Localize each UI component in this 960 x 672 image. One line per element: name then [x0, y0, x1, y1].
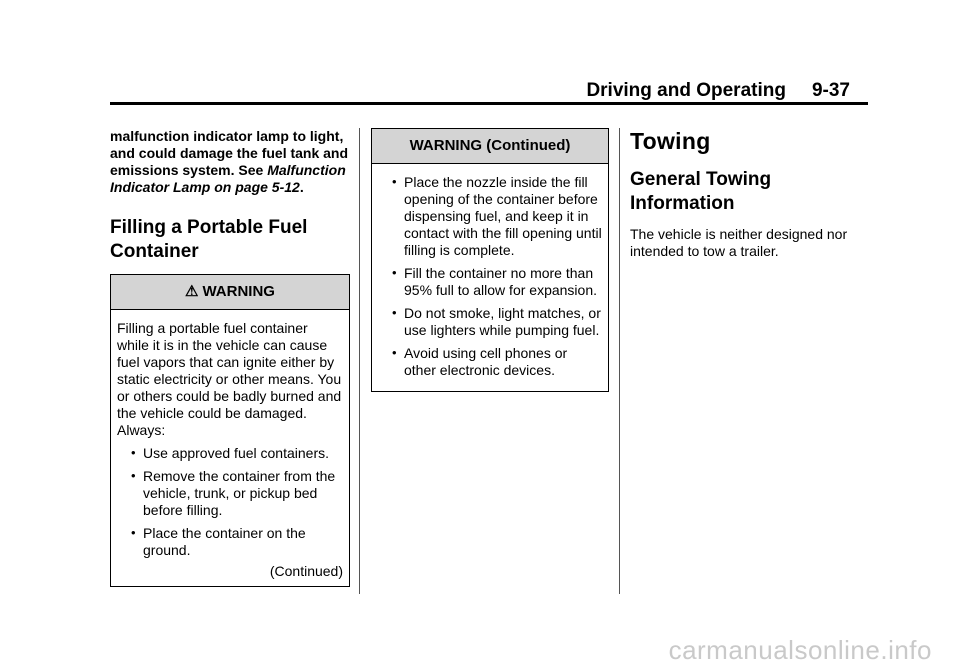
column-3 [630, 128, 870, 260]
bullet-icon: • [392, 305, 397, 320]
column-divider-1 [359, 128, 360, 594]
warning-list [117, 445, 343, 559]
warning-body [111, 310, 349, 586]
bullet-icon: • [131, 445, 136, 460]
towing-paragraph: The vehicle is neither designed nor intended to tow a trailer. [630, 226, 848, 259]
warning-intro: Filling a portable fuel container while it is in the vehicle can cause fuel vapors that can ignite either by static electricity or other means. You or others could be badly burned and the vehicle could be damaged. Always: [117, 320, 342, 438]
warning-icon: ⚠ [185, 283, 199, 300]
section-title: Driving and Operating [586, 80, 786, 101]
continued-label: (Continued) [269, 563, 343, 579]
warning-continued-header: WARNING (Continued) [372, 129, 608, 164]
page-number: 9-37 [811, 80, 850, 101]
warning-title: WARNING [202, 283, 275, 300]
list-item: • Remove the container from the vehicle, trunk, or pickup bed before filling. [131, 468, 336, 518]
bullet-icon: • [392, 345, 397, 360]
malfunction-indicator-lamp-link[interactable]: Malfunction Indicator Lamp on page 5-12 [110, 162, 346, 195]
warning-header [111, 275, 349, 310]
bullet-icon: • [392, 174, 397, 189]
list-item: • Place the nozzle inside the fill opening of the container before dispensing fuel, and keep it in contact with the fill opening until filling is complete. [392, 174, 602, 258]
chapter-heading-towing: Towing [630, 128, 711, 154]
bullet-icon: • [392, 265, 397, 280]
section-heading-portable-fuel: Filling a Portable Fuel Container [110, 217, 308, 262]
list-item: • Do not smoke, light matches, or use lighters while pumping fuel. [392, 305, 601, 338]
continued-paragraph: malfunction indicator lamp to light, and could damage the fuel tank and emissions system. See Malfunction Indicator Lamp on page 5-12. [110, 128, 349, 195]
warning-continued-box [371, 128, 609, 392]
column-2 [371, 128, 609, 392]
subheading-general-towing: General Towing Information [630, 169, 772, 214]
bullet-icon: • [131, 468, 136, 483]
list-item: • Fill the container no more than 95% full to allow for expansion. [392, 265, 597, 298]
list-item: • Place the container on the ground. [131, 525, 306, 558]
list-item: • Avoid using cell phones or other electronic devices. [392, 345, 568, 378]
header-rule [110, 102, 868, 105]
warning-box [110, 274, 350, 587]
warning-continued-list [378, 174, 602, 379]
warning-continued-body [372, 164, 608, 391]
bullet-icon: • [131, 525, 136, 540]
list-item: • Use approved fuel containers. [131, 445, 329, 461]
column-1 [110, 128, 350, 587]
column-divider-2 [619, 128, 620, 594]
page-header [110, 80, 850, 104]
watermark: carmanualsonline.info [668, 635, 932, 665]
